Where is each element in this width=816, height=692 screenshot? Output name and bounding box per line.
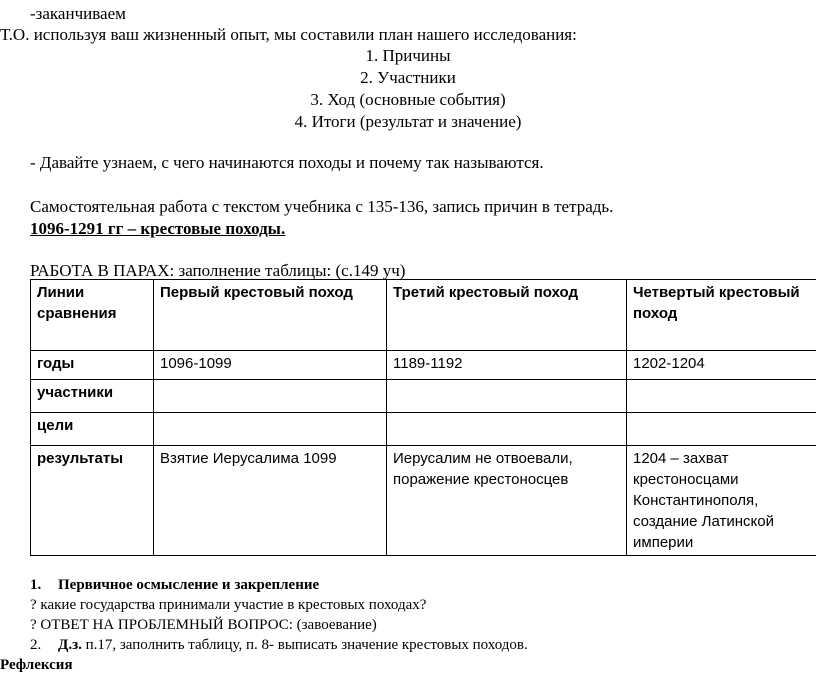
header-cell: Линии сравнения bbox=[31, 280, 154, 351]
intro-line-1: -заканчиваем bbox=[30, 4, 126, 23]
table-cell: Иерусалим не отвоевали, поражение крестоносцев bbox=[387, 446, 627, 556]
table-cell: Взятие Иерусалима 1099 bbox=[154, 446, 387, 556]
section-1-title: Первичное осмысление и закрепление bbox=[58, 577, 320, 593]
table-header-row bbox=[31, 280, 816, 351]
plan-item-1: 1. Причины bbox=[365, 46, 451, 65]
comparison-table bbox=[30, 279, 816, 556]
section-2-line bbox=[30, 635, 528, 655]
table-cell bbox=[387, 380, 627, 413]
row-label: результаты bbox=[31, 446, 154, 556]
task-line: Самостоятельная работа с текстом учебника с 135-136, запись причин в тетрадь. bbox=[30, 197, 614, 216]
prompt-line: - Давайте узнаем, с чего начинаются походы и почему так называются. bbox=[30, 153, 544, 172]
table-cell bbox=[154, 380, 387, 413]
table-row bbox=[31, 380, 816, 413]
table-cell: 1189-1192 bbox=[387, 351, 627, 380]
plan-item-4: 4. Итоги (результат и значение) bbox=[294, 112, 522, 131]
table-cell bbox=[627, 380, 816, 413]
dates-heading: 1096-1291 гг – крестовые походы. bbox=[30, 219, 286, 238]
header-cell: Первый крестовый поход bbox=[154, 280, 387, 351]
table-cell bbox=[154, 413, 387, 446]
table-row bbox=[31, 351, 816, 380]
header-cell: Четвертый крестовый поход bbox=[627, 280, 816, 351]
plan-item-3: 3. Ход (основные события) bbox=[310, 90, 506, 109]
pair-work-line: РАБОТА В ПАРАХ: заполнение таблицы: (с.149 уч) bbox=[30, 261, 406, 280]
row-label: цели bbox=[31, 413, 154, 446]
plan-item-2: 2. Участники bbox=[360, 68, 456, 87]
section-1-heading bbox=[30, 575, 319, 595]
table-cell: 1096-1099 bbox=[154, 351, 387, 380]
table-row bbox=[31, 446, 816, 556]
question-1: ? какие государства принимали участие в крестовых походах? bbox=[30, 597, 427, 613]
row-label: участники bbox=[31, 380, 154, 413]
homework-text: п.17, заполнить таблицу, п. 8- выписать значение крестовых походов. bbox=[81, 637, 528, 653]
header-cell: Третий крестовый поход bbox=[387, 280, 627, 351]
intro-line-2: Т.О. используя ваш жизненный опыт, мы составили план нашего исследования: bbox=[0, 25, 577, 44]
section-2-number: 2. bbox=[30, 637, 42, 653]
table-cell: 1204 – захват крестоносцами Константинополя, создание Латинской империи bbox=[627, 446, 816, 556]
table-cell bbox=[387, 413, 627, 446]
question-2: ? ОТВЕТ НА ПРОБЛЕМНЫЙ ВОПРОС: (завоевание) bbox=[30, 617, 377, 633]
section-1-number: 1. bbox=[30, 577, 42, 593]
table-row bbox=[31, 413, 816, 446]
homework-label: Д.з. bbox=[58, 637, 82, 653]
reflection-heading: Рефлексия bbox=[0, 657, 73, 673]
row-label: годы bbox=[31, 351, 154, 380]
table-cell bbox=[627, 413, 816, 446]
table-cell: 1202-1204 bbox=[627, 351, 816, 380]
